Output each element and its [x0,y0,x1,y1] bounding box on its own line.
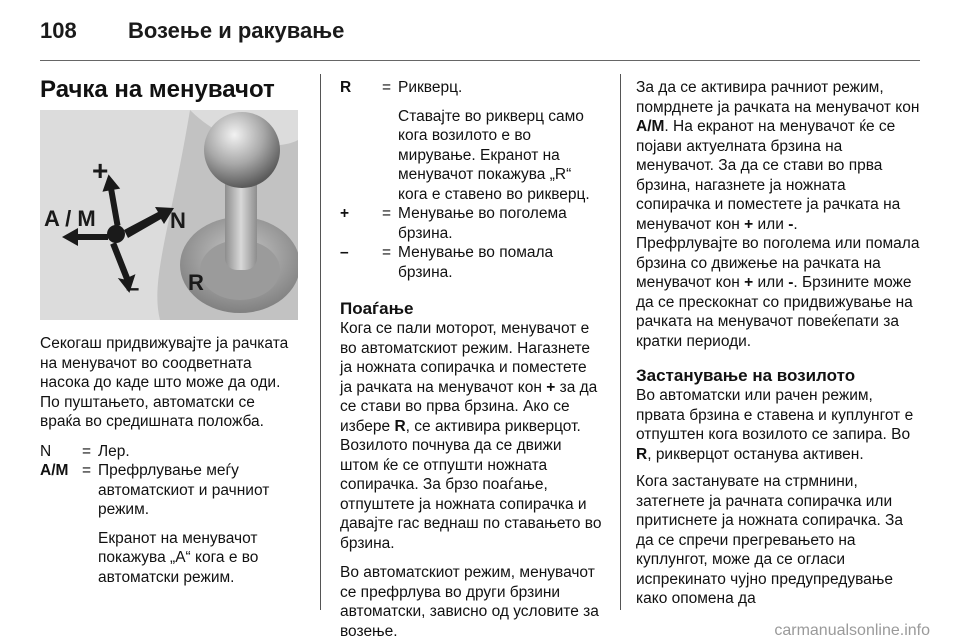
text-run: за да се стави во прва брзина. Ако се избере [340,378,598,435]
shifting-paragraph [636,234,922,351]
definition-line: Менување во поголема брзина. [398,205,567,242]
definition-line: Менување во помала брзина. [398,244,554,281]
definition-key: N [40,442,52,460]
chapter-title: Возење и ракување [128,18,345,43]
definition-n [40,442,298,462]
watermark: carmanualsonline.info [774,622,930,639]
bold-symbol: R [394,417,406,435]
bold-symbol: + [744,215,754,233]
bold-symbol: A/M [636,118,665,135]
definition-equals: = [382,79,392,96]
label-plus: + [92,155,109,186]
definition-value [98,461,298,587]
text-run: Префрлувајте во поголема или помала брзина со движење на рачката на менувачот кон [636,235,920,291]
column-2-text [340,78,602,641]
definition-line: Лер. [98,442,130,460]
bold-symbol: - [788,215,794,233]
text-run: Во автоматски или рачен режим, првата брзина е ставена и куплунгот е отпуштен кога возилото се запира. Во [636,387,914,443]
definition-minus [340,243,602,282]
column-divider-2 [620,74,621,610]
text-run: . Брзините може да се прескокнат со придвижување на рачката на менувачот повеќепати за кратки периоди. [636,274,913,350]
gear-lever-illustration [40,110,298,320]
definition-equals: = [382,205,392,222]
text-run: или [753,274,789,291]
definition-value [98,442,298,462]
bold-symbol: + [744,274,754,291]
text-run: За да се активира рачниот режим, помрднете ја рачката на менувачот кон [636,79,920,116]
definition-key: R [340,79,352,96]
stopping-paragraph [636,386,922,464]
definition-key: A/M [40,462,69,479]
definition-equals: = [82,442,92,460]
column-divider-1 [320,74,321,610]
definition-value [398,243,602,282]
section-title-block [40,76,298,104]
definition-equals: = [82,462,92,479]
gear-lever-diagram [40,110,298,320]
text-run: . На екранот на менувачот ќе се појави актуелната брзина на менувачот. За да се стави во прва брзина, нагазнете ја ножната сопирачка и поместете ја рачката на менувачот кон [636,118,901,233]
text-run: Кога се пали моторот, менувачот е во автоматскиот режим. Нагазнете ја ножната сопирачка и поместете ја рачката на менувачот кон [340,320,591,396]
bold-symbol: - [788,274,794,291]
bold-symbol: R [636,445,648,463]
text-run: . [793,215,798,233]
manual-mode-paragraph [636,78,922,234]
definition-line: Ставајте во рикверц само кога возилото е во мирување. Екранот на менувачот покажува „R“ кога е ставено во рикверц. [398,107,590,203]
text-run: , рикверцот останува активен. [647,445,864,463]
header-rule [40,60,920,61]
text-run: или [753,215,789,233]
column-3-text [636,78,922,609]
definition-value [398,204,602,243]
label-am: A / M [44,206,96,231]
definition-line: Екранот на менувачот покажува „A“ кога е во автоматски режим. [98,529,259,586]
definition-key: – [340,244,349,261]
label-minus: – [126,275,140,302]
definition-plus [340,204,602,243]
definition-r [340,78,602,204]
label-n: N [170,208,186,233]
definition-key: + [340,205,350,222]
definition-value [398,78,602,204]
column-1-text [40,334,298,587]
subtitle-starting: Поаѓање [340,299,414,318]
automatic-mode-paragraph: Во автоматскиот режим, менувачот се префрлува во други брзини автоматски, зависно од условите за возење. [340,564,599,640]
starting-paragraph [340,319,602,553]
label-r: R [188,270,204,295]
subtitle-stopping: Застанување на возилото [636,366,856,385]
bold-symbol: + [546,378,556,396]
definition-am [40,461,298,587]
incline-paragraph: Кога застанувате на стрмнини, затегнете ја рачната сопирачка или притиснете ја ножната сопирачка. За да се спречи прегревањето на куплунгот, може да се огласи испрекинато чујно предупредување како опомена да [636,473,904,607]
intro-paragraph: Секогаш придвижувајте ја рачката на менувачот во соодветната насока до каде што може да оди. По пуштањето, автоматски се враќа во средишната положба. [40,335,289,430]
definition-line: Префрлување меѓу автоматскиот и рачниот режим. [98,462,270,518]
text-run: , се активира рикверцот. Возилото почнува да се движи штом ќе се отпушти ножната сопирачка. За брзо поаѓање, отпуштете ја ножната сопирачка и давајте гас веднаш по ставањето во брзина. [340,417,602,552]
page-number: 108 [40,18,77,43]
section-title: Рачка на менувачот [40,76,275,103]
definition-equals: = [382,244,392,261]
definition-line: Рикверц. [398,79,463,96]
